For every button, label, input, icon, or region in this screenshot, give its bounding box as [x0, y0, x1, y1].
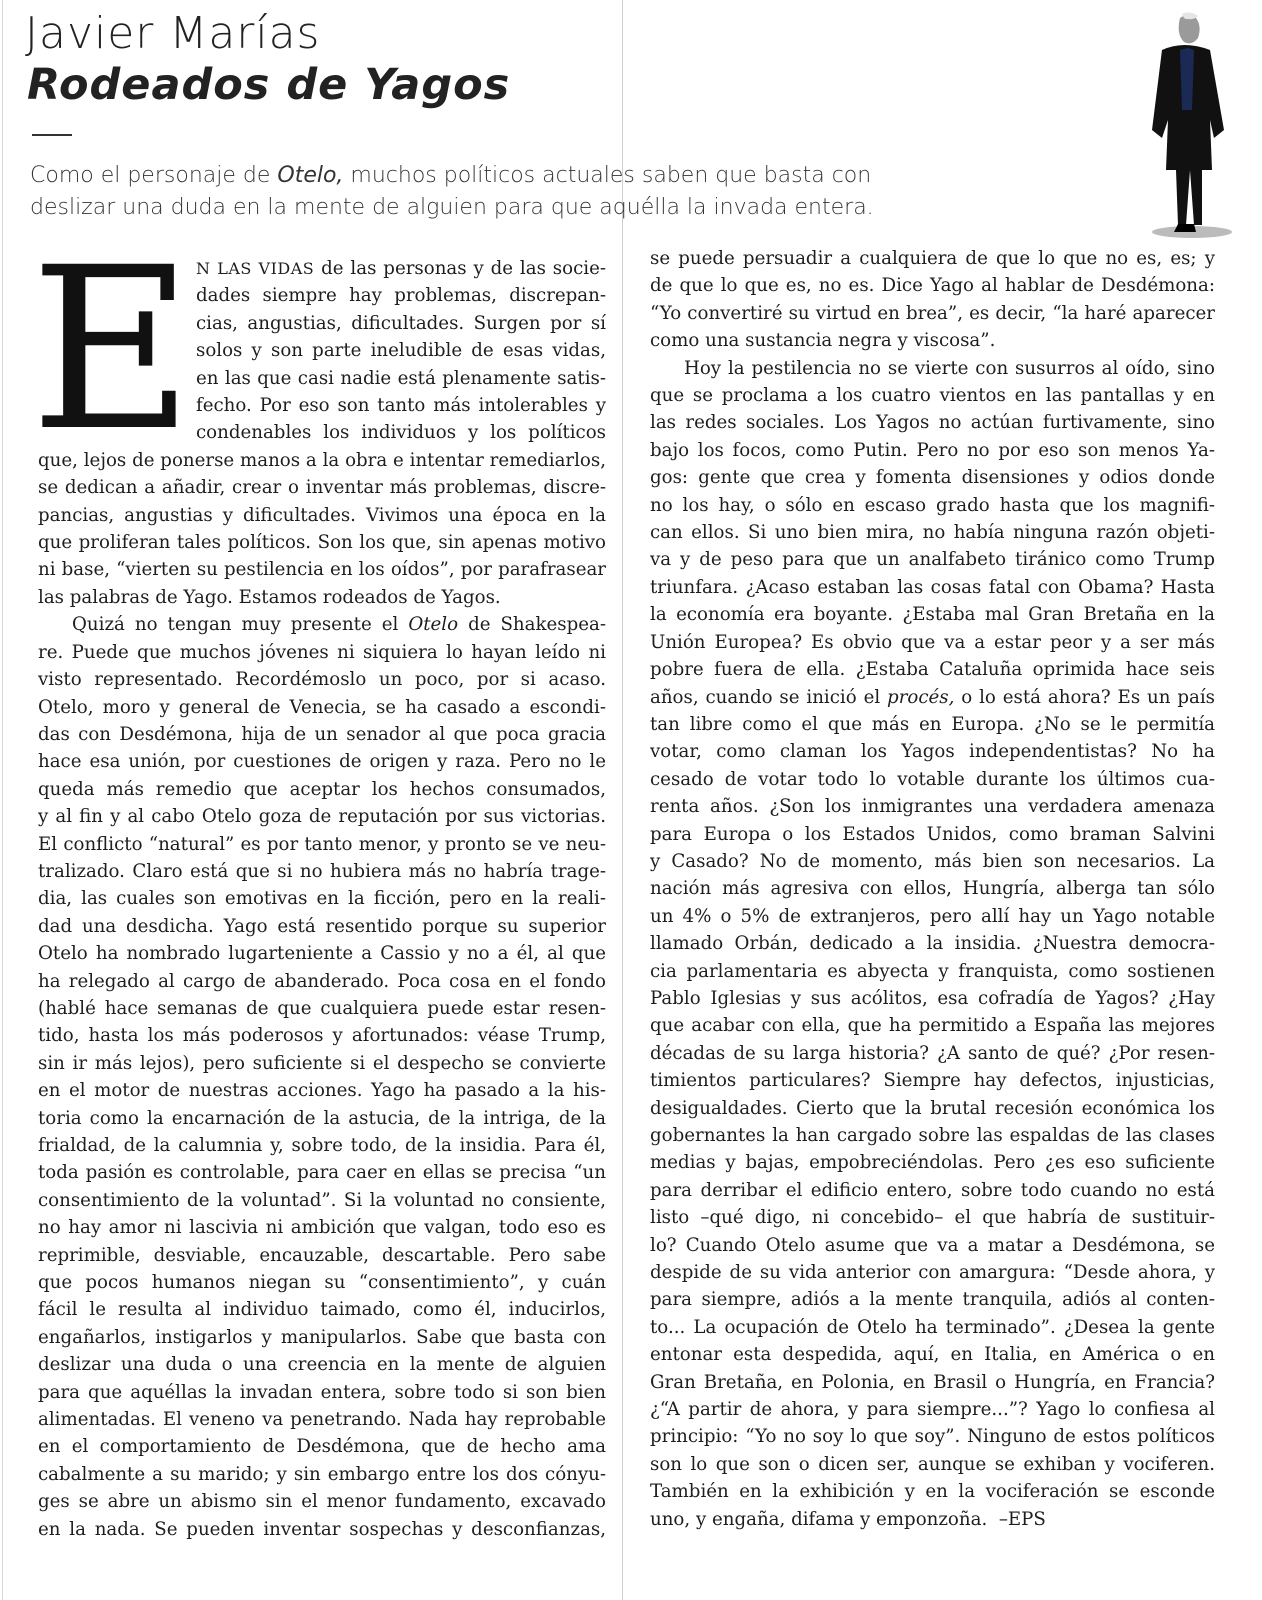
text-line: dia, las cuales son emotivas en la ficción, pero en la reali- [38, 888, 606, 910]
text-line: gos: gente que crea y fomenta disensiones y odios donde [650, 467, 1215, 489]
text-line: no hay amor ni lascivia ni ambición que valgan, todo eso es [38, 1217, 606, 1239]
text-line: y Casado? No de momento, más bien son necesarios. La [650, 850, 1215, 872]
text-line: en el comportamiento de Desdémona, que de hecho ama [38, 1436, 606, 1458]
text-line: entonar esta despedida, aquí, en Italia, en América o en [650, 1344, 1215, 1366]
text-line: lo? Cuando Otelo asume que va a matar a Desdémona, se [650, 1234, 1215, 1256]
text-line: (hablé hace semanas de que cualquiera puede estar resen- [38, 997, 606, 1019]
text-line: listo –qué digo, ni concebido– el que habría de sustituir- [650, 1207, 1215, 1229]
right-paragraph-1 [650, 245, 1215, 355]
text-line: gobernantes la han cargado sobre las espaldas de las clases [650, 1125, 1215, 1146]
text-line: las redes sociales. Los Yagos no actúan furtivamente, sino [650, 412, 1215, 434]
text-line: desigualdades. Cierto que la brutal recesión económica los [650, 1097, 1215, 1119]
text-line: llamado Orbán, dedicado a la insidia. ¿Nuestra democra- [650, 933, 1215, 955]
text-line: en las que casi nadie está plenamente satis- [196, 367, 606, 389]
text-line: pobre fuera de ella. ¿Estaba Cataluña oprimida hace seis [650, 659, 1215, 681]
text-line: la economía era boyante. ¿Estaba mal Gran Bretaña en la [650, 604, 1215, 626]
text-line: to... La ocupación de Otelo ha terminado”. ¿Desea la gente [650, 1316, 1215, 1338]
drop-cap: E [30, 219, 194, 480]
text-line: ha relegado al cargo de abanderado. Poca cosa en el fondo [38, 970, 606, 992]
text-line: se dedican a añadir, crear o inventar más problemas, discre- [38, 477, 606, 499]
text-line: solos y son parte ineludible de esas vidas, [196, 340, 606, 362]
text-line: que se proclama a los cuatro vientos en las pantallas y en [650, 385, 1215, 407]
page-edge [2, 0, 3, 1600]
text-line: alimentadas. El veneno va penetrando. Nada hay reprobable [38, 1409, 606, 1431]
text-line: para que aquéllas la invadan entera, sobre todo si son bien [38, 1381, 606, 1403]
text-line: años, cuando se inició el procés, o lo está ahora? Es un país [650, 686, 1215, 708]
text-line: que acabar con ella, que ha permitido a España las mejores [650, 1015, 1215, 1037]
text-line: consentimiento de la voluntad”. Si la voluntad no consiente, [38, 1189, 606, 1211]
text-line: décadas de su larga historia? ¿A santo de qué? ¿Por resen- [650, 1042, 1215, 1064]
text-line: fácil le resulta al individuo taimado, como él, inducirlos, [38, 1299, 606, 1321]
text-line: en el motor de nuestras acciones. Yago ha pasado a la his- [38, 1080, 606, 1102]
text-line: Gran Bretaña, en Polonia, en Brasil o Hungría, en Francia? [650, 1371, 1215, 1393]
author-photo-icon [1132, 10, 1232, 238]
text-line: ¿“A partir de ahora, y para siempre...”? Yago lo confiesa al [650, 1399, 1215, 1421]
text-line: El conflicto “natural” es por tanto menor, y pronto se ve neu- [38, 833, 606, 855]
text-line: Quizá no tengan muy presente el Otelo de Shakespea- [72, 614, 606, 636]
left-paragraph-2 [38, 639, 606, 1543]
text-line: para Europa o los Estados Unidos, como braman Salvini [650, 823, 1215, 845]
column-left [38, 255, 606, 1543]
text-line: ni base, “vierten su pestilencia en los oídos”, por parafrasear [38, 559, 606, 581]
text-line: un 4% o 5% de extranjeros, pero allí hay un Yago notable [650, 905, 1215, 927]
text-line: bajo los focos, como Putin. Pero no por eso son menos Ya- [650, 439, 1215, 461]
text-line: que proliferan tales políticos. Son los que, sin apenas motivo [38, 532, 606, 554]
text-line: para siempre, adiós a la mente tranquila, adiós al conten- [650, 1289, 1215, 1311]
drop-cap-wrap-block [38, 255, 606, 447]
column-right [650, 245, 1215, 1533]
text-line: visto representado. Recordémoslo un poco, por si acaso. [38, 669, 606, 691]
text-line: fecho. Por eso son tanto más intolerables y [196, 395, 606, 417]
text-line: como una sustancia negra y viscosa”. [650, 330, 996, 352]
lead-in: N LAS VIDAS [196, 259, 315, 278]
text-line: das con Desdémona, hija de un senador al que poca gracia [38, 723, 606, 745]
text-line: va y de peso para que un analfabeto tiránico como Trump [650, 549, 1215, 571]
right-paragraph-2b [650, 711, 1215, 1506]
text-line: ges se abre un abismo sin el menor fundamento, excavado [38, 1491, 606, 1513]
text-line: no los hay, o sólo en escaso grado hasta que los magnifi- [650, 494, 1215, 516]
text-line: re. Puede que muchos jóvenes ni siquiera lo hayan leído ni [38, 641, 606, 663]
text-line: se puede persuadir a cualquiera de que lo que no es, es; y [650, 248, 1215, 269]
text-line: que pocos humanos niegan su “consentimiento”, y cuán [38, 1272, 606, 1294]
article-title: Rodeados de Yagos [27, 60, 511, 110]
deck-italic: Otelo, [277, 163, 344, 188]
text-line: para derribar el edificio entero, sobre todo cuando no está [650, 1179, 1215, 1201]
author-name: Javier Marías [25, 8, 321, 59]
text-line: toda pasión es controlable, para caer en ellas se precisa “un [38, 1162, 606, 1184]
text-line: uno, y engaña, difama y emponzoña. –EPS [650, 1508, 1046, 1530]
deck-text-1: Como el personaje de [30, 163, 278, 188]
text-line: cia parlamentaria es abyecta y franquista, como sostienen [650, 960, 1215, 982]
text-line: principio: “Yo no soy lo que soy”. Ninguno de estos políticos [650, 1426, 1215, 1448]
text-line: triunfara. ¿Acaso estaban las cosas fatal con Obama? Hasta [650, 576, 1215, 598]
text-line: tido, hasta los más poderosos y afortunados: véase Trump, [38, 1025, 606, 1047]
otelo-italic: Otelo [408, 614, 459, 636]
text-line: reprimible, desviable, encauzable, descartable. Pero sabe [38, 1244, 606, 1266]
text-line: can ellos. Si uno bien mira, no había ninguna razón objeti- [650, 522, 1215, 544]
text-line: y al fin y al cabo Otelo goza de reputación por sus victorias. [38, 806, 606, 828]
text-line: despide de su vida anterior con amargura: “Desde ahora, y [650, 1262, 1215, 1284]
text-line: hace esa unión, por cuestiones de origen y raza. Pero no le [38, 751, 606, 773]
text-line: en la nada. Se pueden inventar sospechas y desconfianzas, [38, 1518, 606, 1540]
deck-text-2: muchos políticos actuales saben que basta con deslizar una duda en la mente de alguien para que aquélla la invada entera. [30, 163, 874, 220]
text-line: N LAS VIDAS de las personas y de las socie- [196, 258, 606, 279]
text-line: tan libre como el que más en Europa. ¿No se le permitía [650, 713, 1215, 735]
text-line: condenables los individuos y los políticos [196, 422, 606, 444]
text-line: toria como la encarnación de la astucia, de la intriga, de la [38, 1107, 606, 1129]
text-line: nación más agresiva con ellos, Hungría, alberga tan sólo [650, 878, 1215, 900]
text-line: También en la exhibición y en la vociferación se esconde [650, 1481, 1215, 1503]
text-line: tralizado. Claro está que si no hubiera más no habría trage- [38, 860, 606, 882]
text-line: cabalmente a su marido; y sin embargo entre los dos cónyu- [38, 1463, 606, 1485]
page-fold [622, 0, 623, 1600]
text-line: engañarlos, instigarlos y manipularlos. Sabe que basta con [38, 1326, 606, 1348]
text-line: que, lejos de ponerse manos a la obra e intentar remediarlos, [38, 449, 606, 471]
text-line: “Yo convertiré su virtud en brea”, es decir, “la haré aparecer [650, 302, 1215, 324]
text-line: renta años. ¿Son los inmigrantes una verdadera amenaza [650, 796, 1215, 818]
text-line: queda más remedio que aceptar los hechos consumados, [38, 778, 606, 800]
text-line: deslizar una duda o una creencia en la mente de alguien [38, 1354, 606, 1376]
text-line: votar, como claman los Yagos independentistas? No ha [650, 741, 1215, 763]
text-line: Unión Europea? Es obvio que va a estar peor y a ser más [650, 631, 1215, 653]
text-line: cias, angustias, dificultades. Surgen por sí [196, 312, 606, 334]
signature: –EPS [998, 1508, 1046, 1530]
text-line: cesado de votar todo lo votable durante los últimos cua- [650, 768, 1215, 790]
text-line: Otelo, moro y general de Venecia, se ha casado a escondi- [38, 696, 606, 718]
text-line: Pablo Iglesias y sus acólitos, esa cofradía de Yagos? ¿Hay [650, 987, 1215, 1009]
text-line: Otelo ha nombrado lugarteniente a Cassio y no a él, al que [38, 943, 606, 965]
text-line: frialdad, de la calumnia y, sobre todo, de la insidia. Para él, [38, 1135, 606, 1156]
text-line: medias y bajas, empobreciéndolas. Pero ¿es eso suficiente [650, 1152, 1215, 1174]
text-line: pancias, angustias y dificultades. Vivimos una época en la [38, 504, 606, 526]
text-line: son lo que son o dicen ser, aunque se exhiban y vociferen. [650, 1453, 1215, 1475]
text-line: sin ir más lejos), pero suficiente si el despecho se convierte [38, 1052, 606, 1074]
text-line: dades siempre hay problemas, discrepan- [196, 285, 606, 307]
title-rule [32, 134, 72, 136]
proces-italic: procés, [887, 686, 955, 708]
text-line: Hoy la pestilencia no se vierte con susurros al oído, sino [684, 357, 1215, 379]
text-line: timientos particulares? Siempre hay defectos, injusticias, [650, 1070, 1215, 1092]
text-line: dad una desdicha. Yago está resentido porque su superior [38, 915, 606, 937]
text-line: de que lo que es, no es. Dice Yago al hablar de Desdémona: [650, 275, 1215, 297]
text-line: las palabras de Yago. Estamos rodeados de Yagos. [38, 586, 501, 608]
article-deck [30, 160, 930, 224]
right-paragraph-2a [650, 355, 1215, 684]
